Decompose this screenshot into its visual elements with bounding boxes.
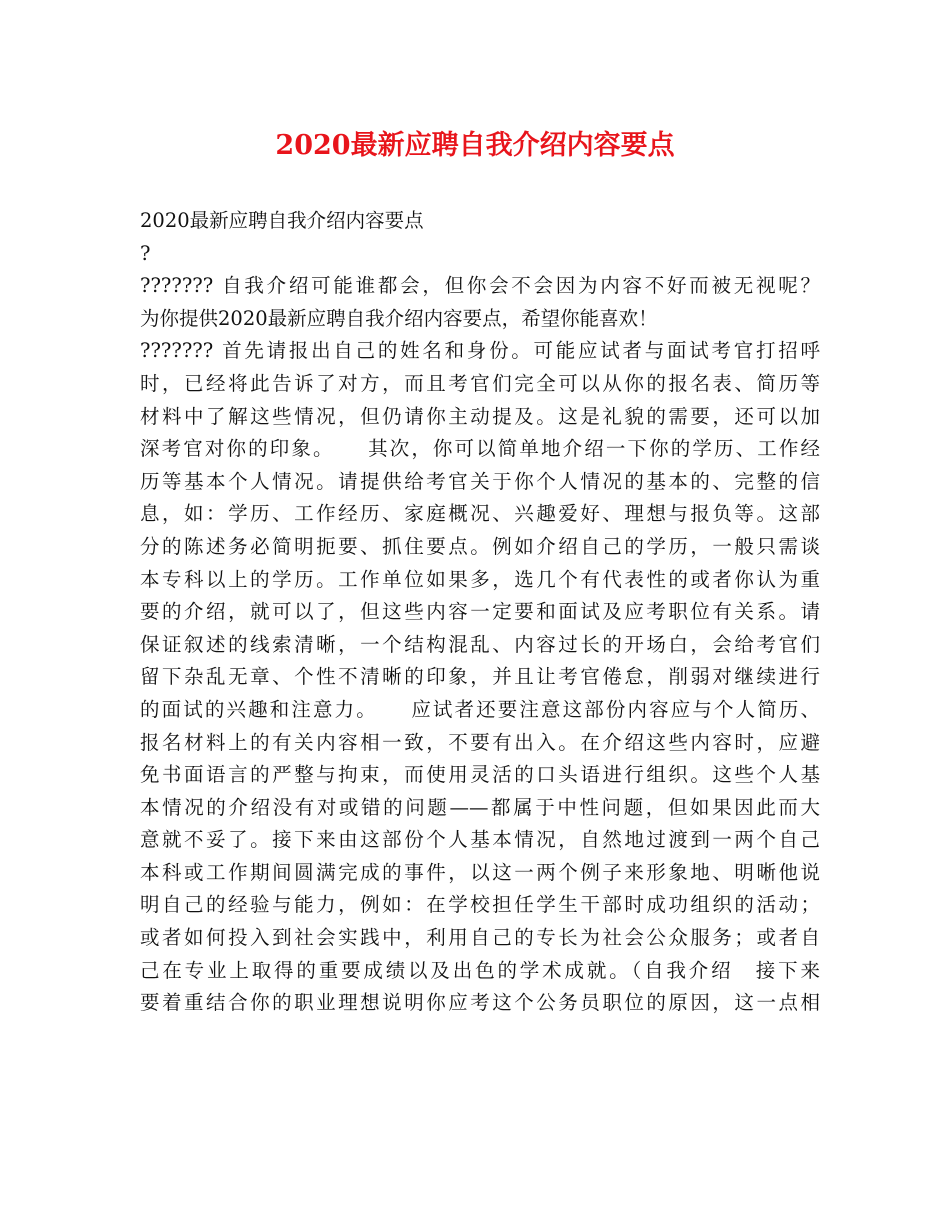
text-line: 本科或工作期间圆满完成的事件，以这一两个例子来形象地、明晰他说 — [140, 860, 820, 884]
text-line: 本专科以上的学历。工作单位如果多，选几个有代表性的或者你认为重 — [140, 567, 820, 591]
text-line: 己在专业上取得的重要成绩以及出色的学术成就。（自我介绍 接下来 — [140, 958, 820, 982]
text-line: 材料中了解这些情况，但仍请你主动提及。这是礼貌的需要，还可以加 — [140, 404, 820, 428]
text-line: 本情况的介绍没有对或错的问题——都属于中性问题，但如果因此而大 — [140, 795, 820, 819]
text-line: ??????? 自我介绍可能谁都会，但你会不会因为内容不好而被无视呢？ — [140, 274, 820, 298]
document-title: 2020最新应聘自我介绍内容要点 — [275, 130, 675, 161]
text-line: 留下杂乱无章、个性不清晰的印象，并且让考官倦怠，削弱对继续进行 — [140, 665, 820, 689]
text-line: 2020最新应聘自我介绍内容要点 — [140, 209, 424, 232]
text-line: 保证叙述的线索清晰，一个结构混乱、内容过长的开场白，会给考官们 — [140, 632, 820, 656]
text-line: 分的陈述务必简明扼要、抓住要点。例如介绍自己的学历，一般只需谈 — [140, 534, 820, 558]
text-line: 报名材料上的有关内容相一致，不要有出入。在介绍这些内容时，应避 — [140, 730, 820, 754]
text-line: 深考官对你的印象。 其次，你可以简单地介绍一下你的学历、工作经 — [140, 437, 820, 461]
text-line: 时，已经将此告诉了对方，而且考官们完全可以从你的报名表、简历等 — [140, 371, 820, 395]
text-line: 免书面语言的严整与拘束，而使用灵活的口头语进行组织。这些个人基 — [140, 763, 820, 787]
document-body — [140, 205, 820, 1020]
text-line: 要着重结合你的职业理想说明你应考这个公务员职位的原因，这一点相 — [140, 991, 820, 1015]
text-line: 要的介绍，就可以了，但这些内容一定要和面试及应考职位有关系。请 — [140, 600, 820, 624]
text-line: ? — [140, 241, 151, 265]
text-line: 的面试的兴趣和注意力。 应试者还要注意这部份内容应与个人简历、 — [140, 697, 820, 721]
text-line: 历等基本个人情况。请提供给考官关于你个人情况的基本的、完整的信 — [140, 469, 820, 493]
text-line: 或者如何投入到社会实践中，利用自己的专长为社会公众服务；或者自 — [140, 926, 820, 950]
text-line: 为你提供2020最新应聘自我介绍内容要点，希望你能喜欢！ — [140, 306, 658, 330]
text-line: 息，如：学历、工作经历、家庭概况、兴趣爱好、理想与报负等。这部 — [140, 502, 820, 526]
text-line: 意就不妥了。接下来由这部份个人基本情况，自然地过渡到一两个自己 — [140, 828, 820, 852]
text-line: 明自己的经验与能力，例如：在学校担任学生干部时成功组织的活动； — [140, 893, 820, 917]
text-line: ??????? 首先请报出自己的姓名和身份。可能应试者与面试考官打招呼 — [140, 339, 820, 363]
